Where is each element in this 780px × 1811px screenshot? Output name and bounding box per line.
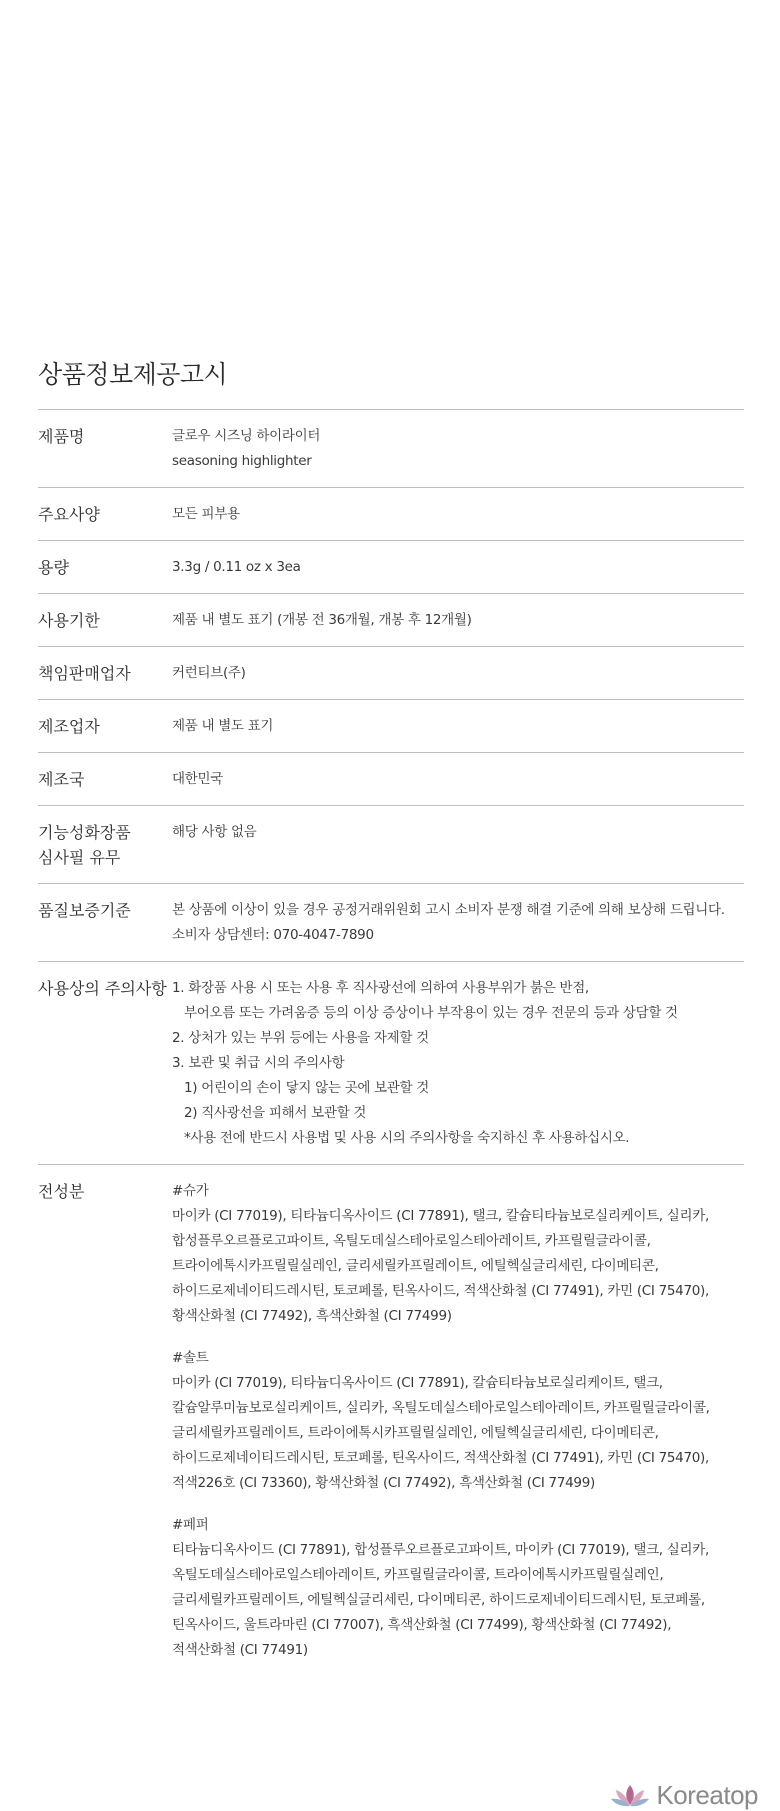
info-row <box>38 962 744 1165</box>
value-line: 2) 직사광선을 피해서 보관할 것 <box>172 1105 367 1121</box>
value-line: 커런티브(주) <box>172 665 246 681</box>
row-value <box>172 976 744 1151</box>
value-line: 제품 내 별도 표기 (개봉 전 36개월, 개봉 후 12개월) <box>172 612 472 628</box>
value-line: 소비자 상담센터: 070-4047-7890 <box>172 927 374 943</box>
product-info-notice <box>38 355 744 1676</box>
info-row <box>38 594 744 647</box>
value-line: 해당 사항 없음 <box>172 824 257 840</box>
blank-line <box>172 1496 744 1513</box>
value-line: 모든 피부용 <box>172 506 240 522</box>
row-value <box>172 661 744 686</box>
row-label: 사용기한 <box>38 611 100 630</box>
value-line: 적색226호 (CI 73360), 황색산화철 (CI 77492), 흑색산화철 (CI 77499) <box>172 1475 595 1491</box>
row-value <box>172 714 744 739</box>
value-line: *사용 전에 반드시 사용법 및 사용 시의 주의사항을 숙지하신 후 사용하십시오. <box>172 1130 630 1146</box>
row-label: 책임판매업자 <box>38 664 131 683</box>
info-row <box>38 410 744 488</box>
info-row <box>38 541 744 594</box>
value-line: 3.3g / 0.11 oz x 3ea <box>172 559 301 575</box>
row-label: 제조업자 <box>38 717 100 736</box>
value-line: 1. 화장품 사용 시 또는 사용 후 직사광선에 의하여 사용부위가 붉은 반점, <box>172 980 589 996</box>
value-line: #슈가 <box>172 1183 209 1199</box>
row-value <box>172 555 744 580</box>
value-line: 마이카 (CI 77019), 티타늄디옥사이드 (CI 77891), 칼슘티타늄보로실리케이트, 탤크, <box>172 1375 663 1391</box>
row-label: 사용상의 주의사항 <box>38 979 167 998</box>
value-line: 3. 보관 및 취급 시의 주의사항 <box>172 1055 345 1071</box>
info-row <box>38 753 744 806</box>
value-line: 하이드로제네이티드레시틴, 토코페롤, 틴옥사이드, 적색산화철 (CI 77491), 카민 (CI 75470), <box>172 1450 710 1466</box>
row-label: 품질보증기준 <box>38 901 131 920</box>
info-row <box>38 647 744 700</box>
value-line: 마이카 (CI 77019), 티타늄디옥사이드 (CI 77891), 탤크, 칼슘티타늄보로실리케이트, 실리카, <box>172 1208 710 1224</box>
value-line: 옥틸도데실스테아로일스테아레이트, 카프릴릴글라이콜, 트라이에톡시카프릴릴실레인, <box>172 1567 664 1583</box>
value-line: 글리세릴카프릴레이트, 트라이에톡시카프릴릴실레인, 에틸헥실글리세린, 다이메티콘, <box>172 1425 659 1441</box>
brand-logo <box>610 1780 758 1811</box>
value-line: 제품 내 별도 표기 <box>172 718 274 734</box>
value-line: 황색산화철 (CI 77492), 흑색산화철 (CI 77499) <box>172 1308 452 1324</box>
row-label: 제품명 <box>38 427 85 446</box>
logo-text: Koreatop <box>656 1780 758 1810</box>
value-line: 합성플루오르플로고파이트, 옥틸도데실스테아로일스테아레이트, 카프릴릴글라이콜, <box>172 1233 651 1249</box>
row-value <box>172 424 744 474</box>
row-label: 기능성화장품 심사필 유무 <box>38 823 131 867</box>
row-value <box>172 502 744 527</box>
info-row <box>38 806 744 884</box>
value-line: 틴옥사이드, 울트라마린 (CI 77007), 흑색산화철 (CI 77499), 황색산화철 (CI 77492), <box>172 1617 672 1633</box>
value-line: 티타늄디옥사이드 (CI 77891), 합성플루오르플로고파이트, 마이카 (CI 77019), 탤크, 실리카, <box>172 1542 710 1558</box>
value-line: 2. 상처가 있는 부위 등에는 사용을 자제할 것 <box>172 1030 429 1046</box>
value-line: 적색산화철 (CI 77491) <box>172 1642 308 1658</box>
lotus-icon <box>610 1781 650 1811</box>
info-table <box>38 410 744 1676</box>
row-label: 용량 <box>38 558 69 577</box>
info-row <box>38 1165 744 1676</box>
row-value <box>172 898 744 948</box>
row-value <box>172 767 744 792</box>
row-label: 제조국 <box>38 770 85 789</box>
info-row <box>38 700 744 753</box>
info-row <box>38 884 744 962</box>
value-line: 글리세릴카프릴레이트, 에틸헥실글리세린, 다이메티콘, 하이드로제네이티드레시틴, 토코페롤, <box>172 1592 705 1608</box>
value-line: 칼슘알루미늄보로실리케이트, 실리카, 옥틸도데실스테아로일스테아레이트, 카프릴릴글라이콜, <box>172 1400 710 1416</box>
page-title: 상품정보제공고시 <box>38 355 744 410</box>
row-value <box>172 820 744 870</box>
value-line: 1) 어린이의 손이 닿지 않는 곳에 보관할 것 <box>172 1080 430 1096</box>
row-value <box>172 608 744 633</box>
info-row <box>38 488 744 541</box>
value-line: 글로우 시즈닝 하이라이터 <box>172 428 321 444</box>
row-value <box>172 1179 744 1663</box>
value-line: #페퍼 <box>172 1517 209 1533</box>
row-label: 주요사양 <box>38 505 100 524</box>
value-line: seasoning highlighter <box>172 453 312 469</box>
value-line: 부어오름 또는 가려움증 등의 이상 증상이나 부작용이 있는 경우 전문의 등과 상담할 것 <box>172 1005 678 1021</box>
row-label: 전성분 <box>38 1182 85 1201</box>
value-line: 하이드로제네이티드레시틴, 토코페롤, 틴옥사이드, 적색산화철 (CI 77491), 카민 (CI 75470), <box>172 1283 710 1299</box>
value-line: 본 상품에 이상이 있을 경우 공정거래위원회 고시 소비자 분쟁 해결 기준에 의해 보상해 드립니다. <box>172 902 725 918</box>
value-line: 대한민국 <box>172 771 223 787</box>
value-line: 트라이에톡시카프릴릴실레인, 글리세릴카프릴레이트, 에틸헥실글리세린, 다이메티콘, <box>172 1258 659 1274</box>
blank-line <box>172 1329 744 1346</box>
value-line: #솔트 <box>172 1350 209 1366</box>
